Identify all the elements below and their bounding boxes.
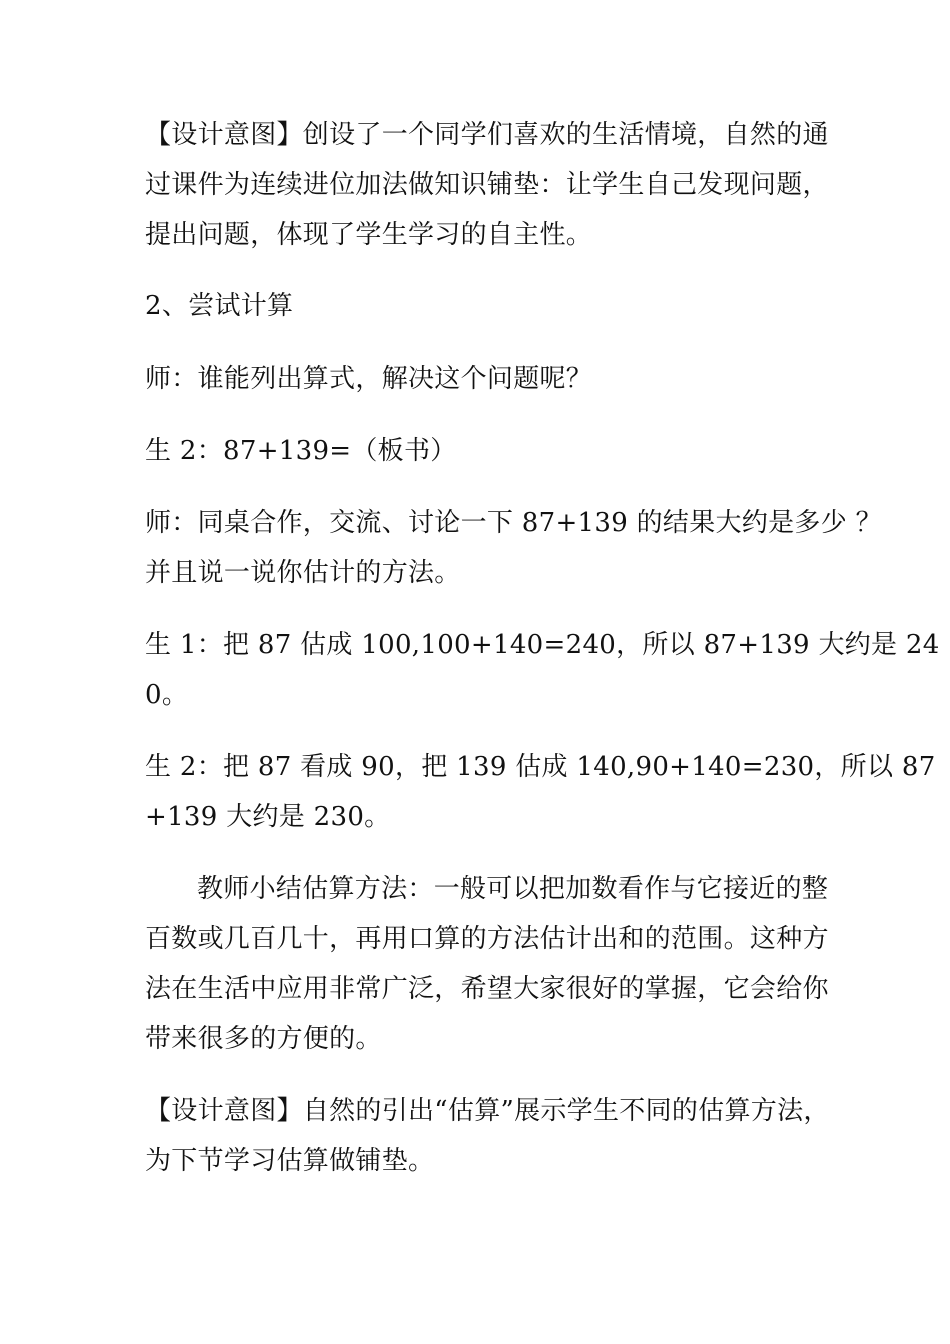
student-1-answer-line-1: 生 1：把 87 估成 100,100+140=240，所以 87+139 大约是 24: [145, 630, 940, 660]
student-2-equation: 生 2：87+139=（板书）: [145, 436, 457, 466]
student-1-answer-line-2: 0。: [145, 680, 189, 710]
teacher-summary-line-2: 百数或几百几十，再用口算的方法估计出和的范围。这种方: [145, 924, 829, 954]
student-2-answer-line-1: 生 2：把 87 看成 90，把 139 估成 140,90+140=230，所以 87: [145, 752, 936, 782]
teacher-prompt-line-1: 师：同桌合作，交流、讨论一下 87+139 的结果大约是多少 ？: [145, 508, 882, 538]
design-intent-2-line-1: 【设计意图】自然的引出“估算”展示学生不同的估算方法，: [145, 1096, 830, 1126]
section-heading: 2、尝试计算: [145, 291, 294, 321]
teacher-question: 师：谁能列出算式，解决这个问题呢？: [145, 364, 593, 394]
design-intent-line-1: 【设计意图】创设了一个同学们喜欢的生活情境，自然的通: [145, 120, 829, 150]
teacher-prompt-line-2: 并且说一说你估计的方法。: [145, 558, 461, 588]
design-intent-line-3: 提出问题，体现了学生学习的自主性。: [145, 220, 593, 250]
design-intent-2-line-2: 为下节学习估算做铺垫。: [145, 1146, 435, 1176]
student-2-answer-line-2: +139 大约是 230。: [145, 802, 391, 832]
design-intent-line-2: 过课件为连续进位加法做知识铺垫：让学生自己发现问题，: [145, 170, 829, 200]
teacher-summary-line-1: 教师小结估算方法：一般可以把加数看作与它接近的整: [197, 874, 829, 904]
teacher-summary-line-4: 带来很多的方便的。: [145, 1024, 382, 1054]
teacher-summary-line-3: 法在生活中应用非常广泛，希望大家很好的掌握，它会给你: [145, 974, 829, 1004]
